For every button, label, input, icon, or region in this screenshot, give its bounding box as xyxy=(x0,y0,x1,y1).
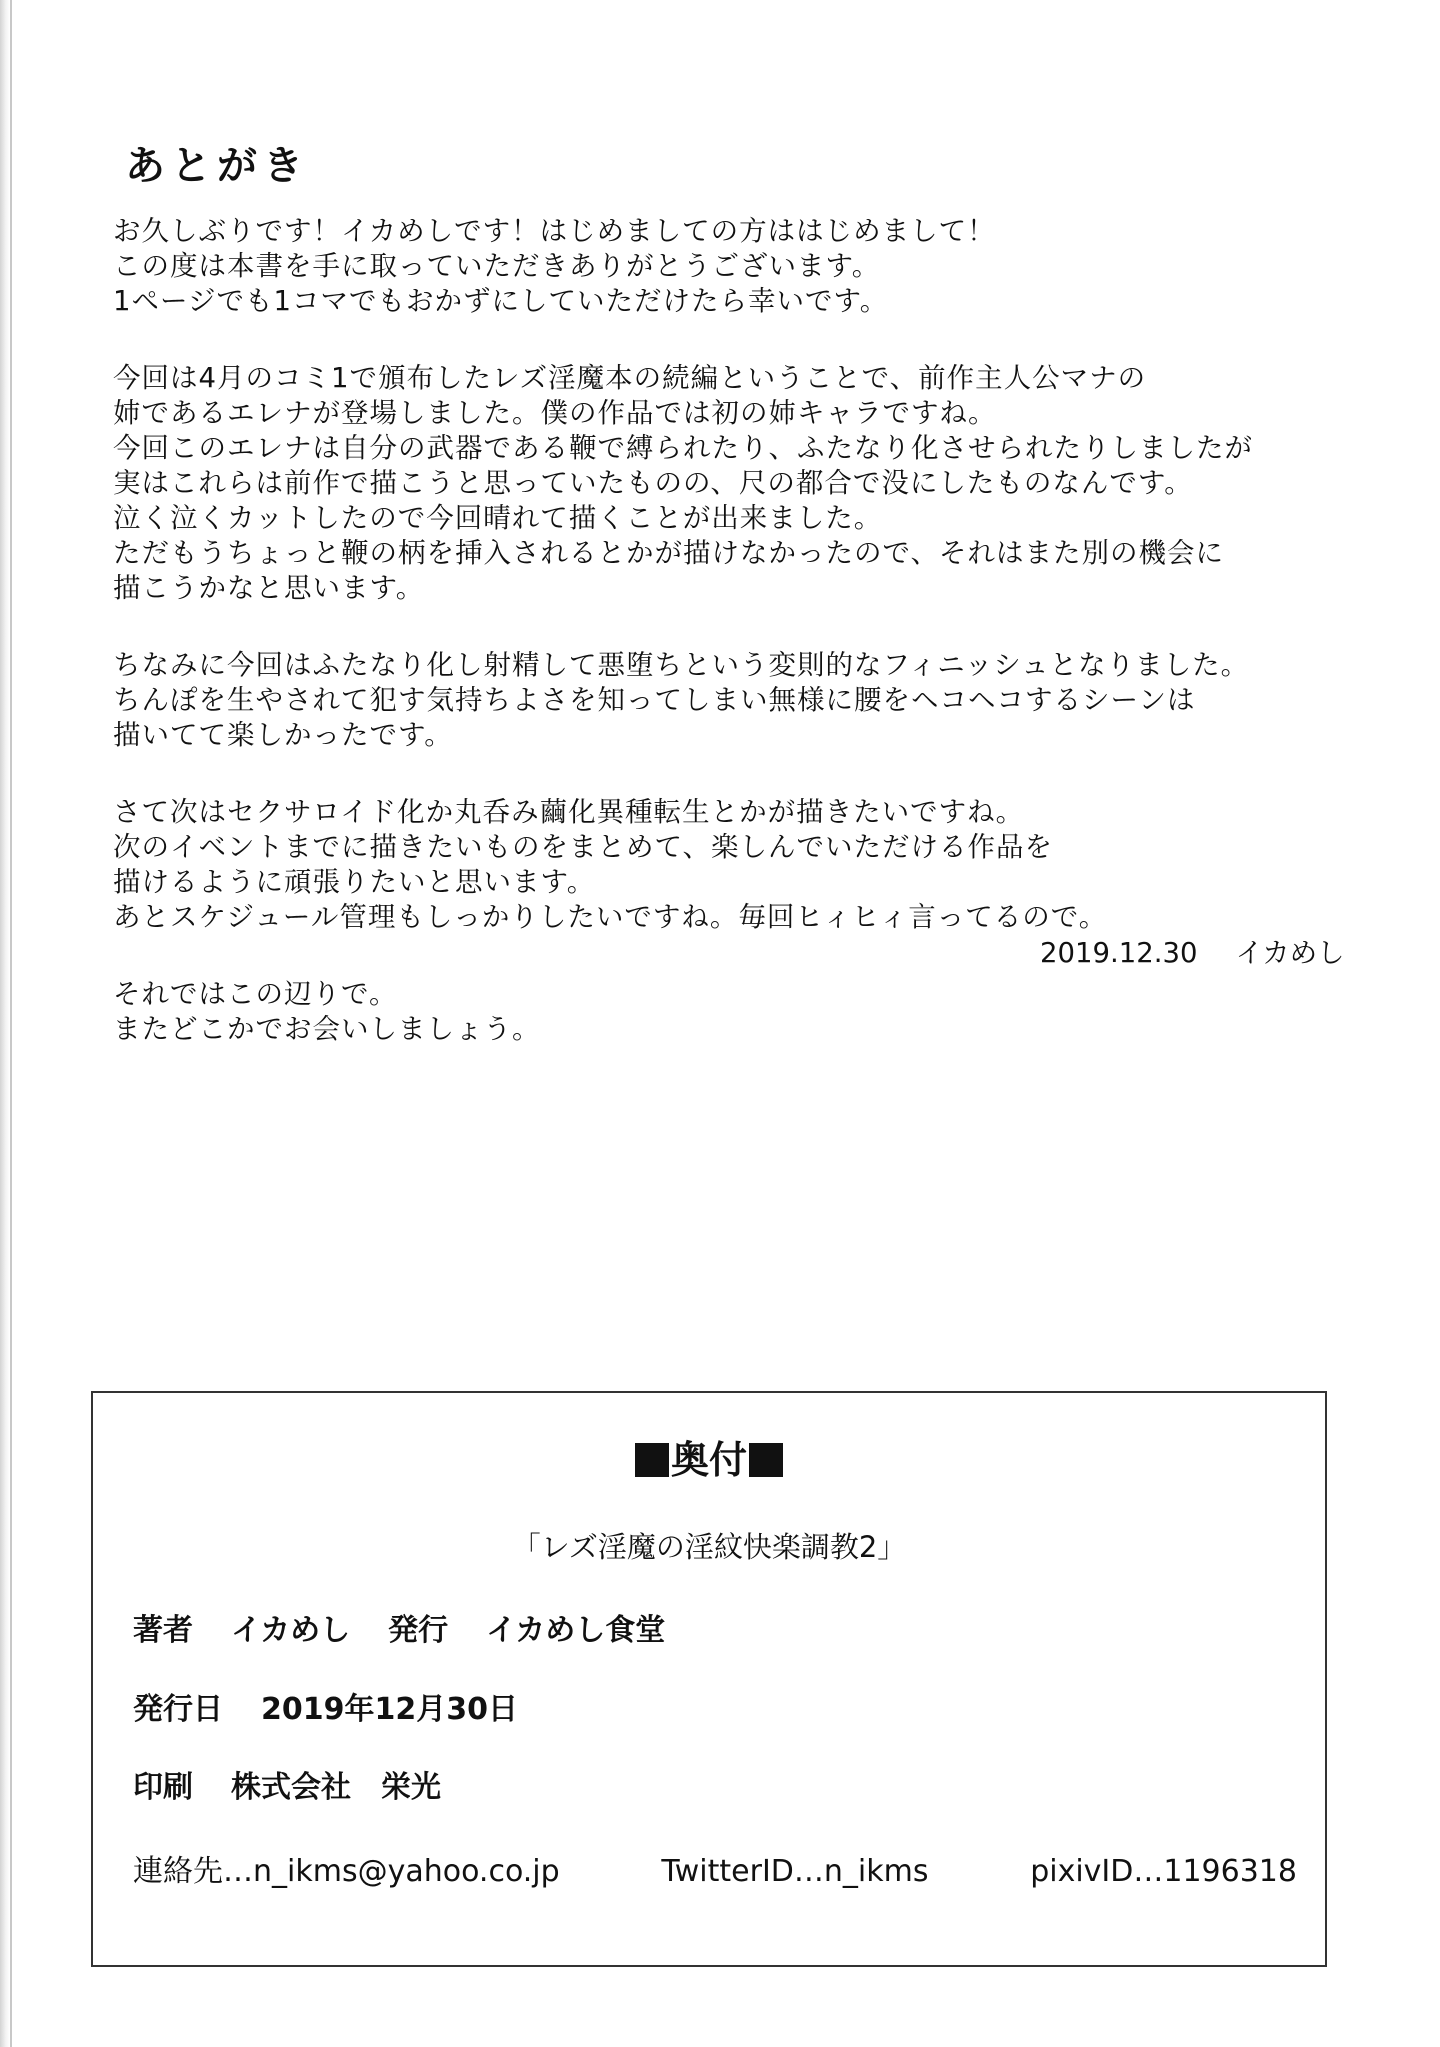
publisher-value: イカめし食堂 xyxy=(486,1613,666,1648)
afterword-line: 実はこれらは前作で描こうと思っていたものの、尺の都合で没にしたものなんです。 xyxy=(113,467,1193,499)
afterword-line: あとスケジュール管理もしっかりしたいですね。毎回ヒィヒィ言ってるので。 xyxy=(113,901,1108,933)
afterword-paragraph-5 xyxy=(113,977,1343,1047)
scan-edge-line xyxy=(10,0,12,2047)
afterword-title: あとがき xyxy=(125,143,309,189)
date-value: 2019年12月30日 xyxy=(261,1692,518,1727)
afterword-paragraph-1 xyxy=(113,214,1343,319)
signature-date: 2019.12.30 xyxy=(1040,937,1198,969)
colophon-contact-row xyxy=(133,1851,1297,1893)
afterword-line: 描けるように頑張りたいと思います。 xyxy=(113,866,596,898)
colophon-author-row xyxy=(133,1610,665,1652)
publisher-label: 発行 xyxy=(388,1613,449,1648)
scan-edge-shadow xyxy=(0,0,10,2047)
afterword-line: 今回このエレナは自分の武器である鞭で縛られたり、ふたなり化させられたりしましたが xyxy=(113,432,1253,464)
afterword-line: 姉であるエレナが登場しました。僕の作品では初の姉キャラですね。 xyxy=(113,397,997,429)
signature-name: イカめし xyxy=(1235,937,1345,969)
afterword-line: 描いてて楽しかったです。 xyxy=(113,719,453,751)
colophon-heading xyxy=(93,1435,1325,1485)
afterword-paragraph-3 xyxy=(113,648,1343,753)
colophon-book-title: 「レズ淫魔の淫紋快楽調教2」 xyxy=(511,1530,907,1564)
colophon-box xyxy=(91,1391,1327,1967)
afterword-line: 泣く泣くカットしたので今回晴れて描くことが出来ました。 xyxy=(113,502,883,534)
afterword-line: またどこかでお会いしましょう。 xyxy=(113,1013,541,1045)
afterword-line: ちんぽを生やされて犯す気持ちよさを知ってしまい無様に腰をヘコヘコするシーンは xyxy=(113,684,1196,716)
afterword-line: 次のイベントまでに描きたいものをまとめて、楽しんでいただける作品を xyxy=(113,831,1053,863)
author-label: 著者 xyxy=(133,1613,193,1648)
author-value: イカめし xyxy=(231,1613,351,1648)
date-label: 発行日 xyxy=(133,1692,223,1727)
pixiv-id: pixivID…1196318 xyxy=(1030,1854,1297,1889)
afterword-line: お久しぶりです！イカめしです！はじめましての方ははじめまして！ xyxy=(113,215,996,247)
afterword-line: さて次はセクサロイド化か丸呑み繭化異種転生とかが描きたいですね。 xyxy=(113,796,1025,828)
afterword-line: この度は本書を手に取っていただきありがとうございます。 xyxy=(113,250,881,282)
afterword-signature xyxy=(1040,936,1345,971)
twitter-id: TwitterID…n_ikms xyxy=(661,1854,929,1889)
afterword-line: ちなみに今回はふたなり化し射精して悪堕ちという変則的なフィニッシュとなりました。 xyxy=(113,649,1250,681)
black-square-icon xyxy=(749,1443,783,1477)
afterword-line: 描こうかなと思います。 xyxy=(113,572,425,604)
afterword-paragraph-2 xyxy=(113,361,1343,606)
contact-email: 連絡先…n_ikms@yahoo.co.jp xyxy=(133,1854,560,1889)
colophon-printer-row xyxy=(133,1767,441,1809)
printer-label: 印刷 xyxy=(133,1770,193,1805)
afterword-line: それではこの辺りで。 xyxy=(113,978,398,1010)
afterword-paragraph-4 xyxy=(113,795,1343,935)
black-square-icon xyxy=(635,1443,669,1477)
colophon-date-row xyxy=(133,1689,518,1731)
afterword-line: ただもうちょっと鞭の柄を挿入されるとかが描けなかったので、それはまた別の機会に xyxy=(113,537,1224,569)
afterword-line: 今回は4月のコミ1で頒布したレズ淫魔本の続編ということで、前作主人公マナの xyxy=(113,362,1147,394)
colophon-heading-text: 奥付 xyxy=(670,1438,747,1482)
printer-value: 株式会社 栄光 xyxy=(231,1770,441,1805)
afterword-line: 1ページでも1コマでもおかずにしていただけたら幸いです。 xyxy=(113,285,889,317)
